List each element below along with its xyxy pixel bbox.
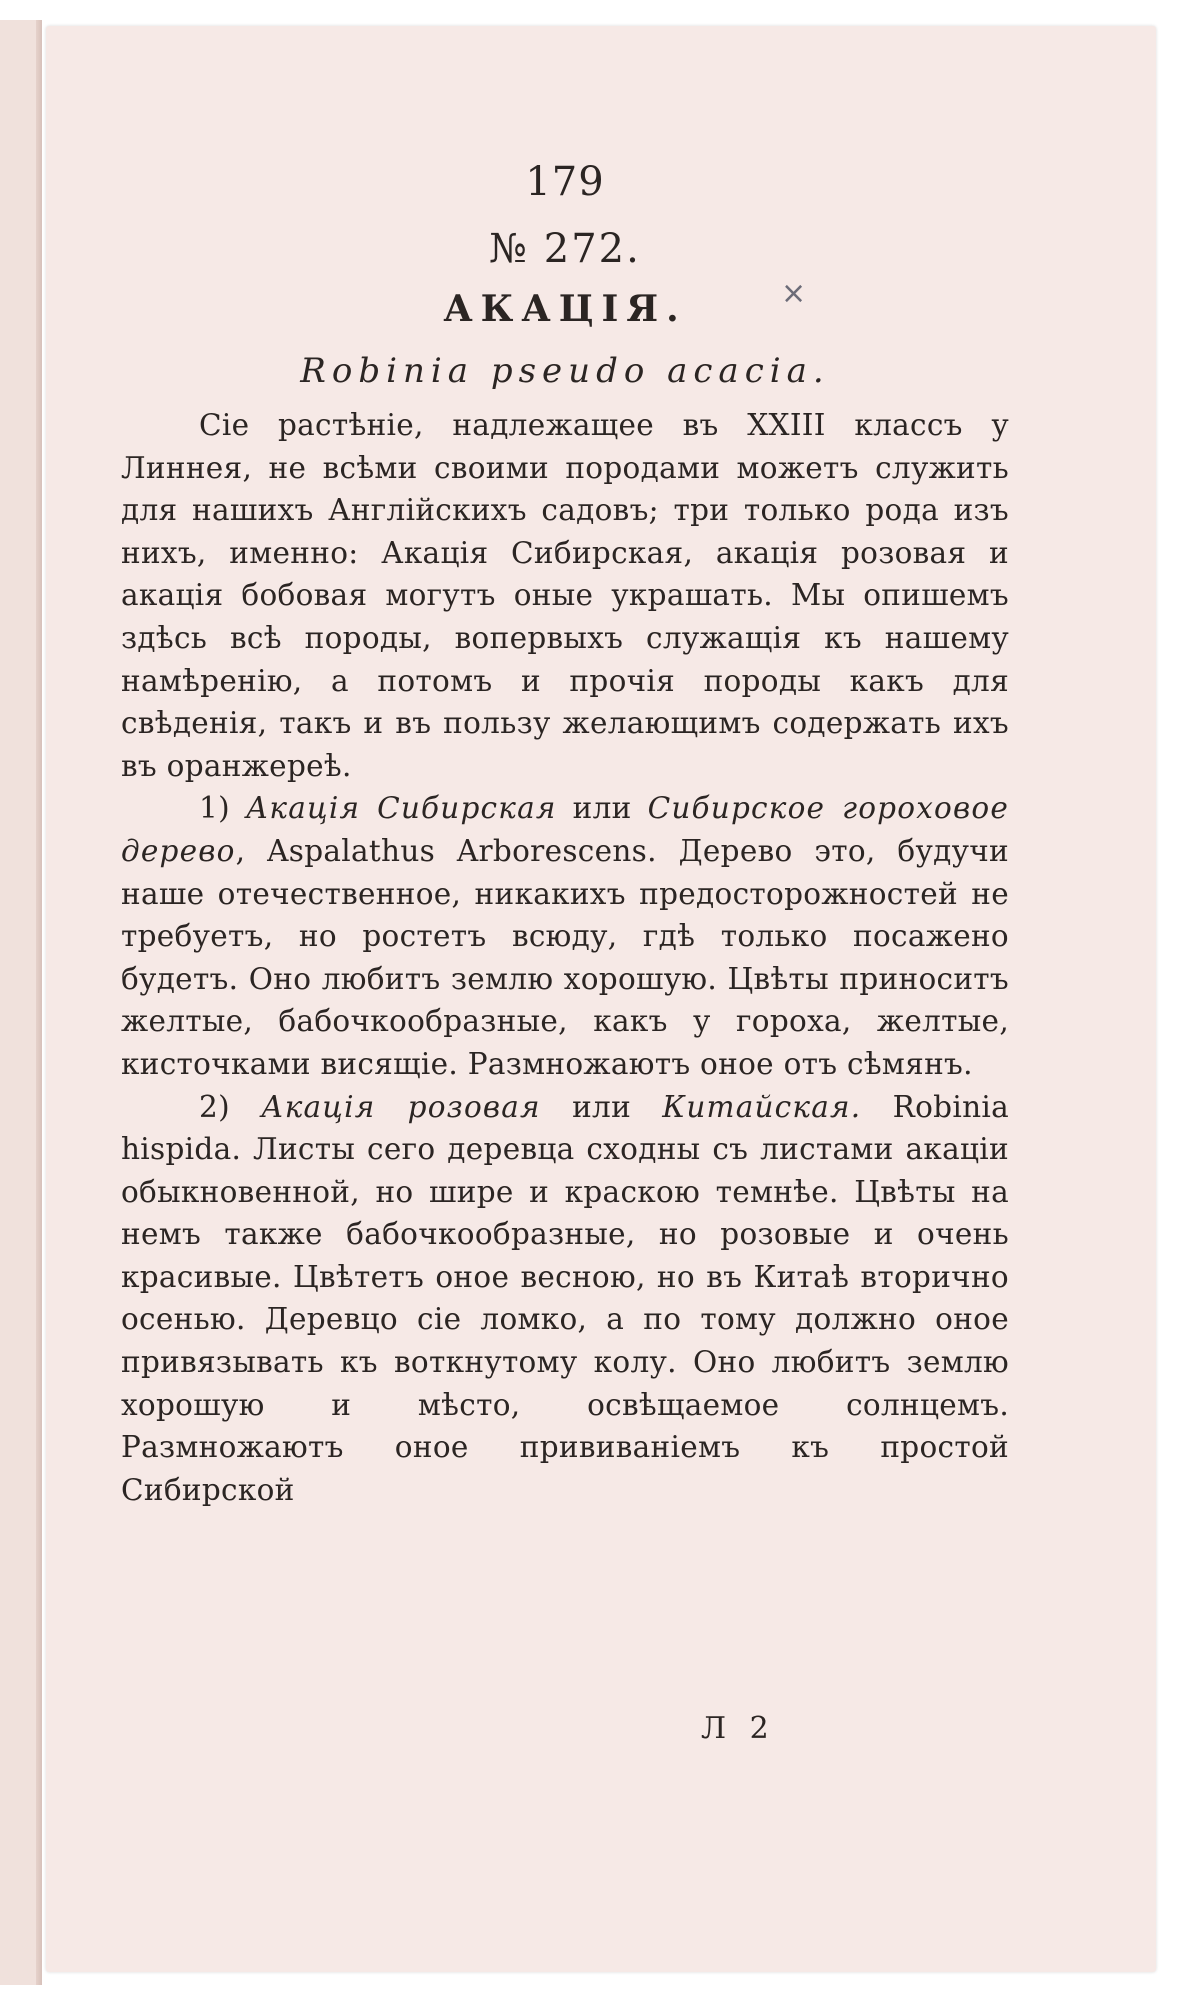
book-page — [46, 26, 1156, 1972]
item-1-text: , Aspalathus Arborescens. Дерево это, будучи наше отечественное, никакихъ предосторожностей не требуетъ, но ростетъ всюду, гдѣ только посажено будетъ. Оно любитъ землю хорошую. Цвѣты приноситъ желтые, бабочкообразные, какъ у гороха, желтые, кисточками висящіе. Размножаютъ оное отъ сѣмянъ. — [121, 833, 1009, 1081]
entry-heading: АКАЦІЯ. — [443, 288, 687, 330]
item-1-connector: или — [572, 791, 632, 826]
pencil-mark: × — [781, 276, 807, 311]
paragraph-item-1 — [121, 787, 1009, 1085]
latin-name: Robinia pseudo acacia. — [300, 351, 830, 391]
previous-page-edge — [0, 20, 42, 1985]
item-1-name: Акація Сибирская — [245, 791, 557, 826]
entry-number: № 272. — [489, 226, 641, 272]
catchword-signature: Л 2 — [701, 1711, 769, 1746]
item-2-text: Robinia hispida. Листы сего деревца сходны съ листами акаціи обыкновенной, но шире и краскою темнѣе. Цвѣты на немъ также бабочкообразные, но розовые и очень красивые. Цвѣтетъ оное весною, но въ Китаѣ вторично осенью. Деревцо сіе ломко, а по тому должно оное привязывать къ воткнутому колу. Оно любитъ землю хорошую и мѣсто, освѣщаемое солнцемъ. Размножаютъ оное прививаніемъ къ простой Сибирской — [121, 1089, 1010, 1507]
page-number: 179 — [525, 159, 605, 205]
item-2-name: Акація розовая — [261, 1089, 541, 1124]
item-1-number: 1) — [199, 791, 230, 826]
item-2-number: 2) — [199, 1089, 230, 1124]
item-1-alt-name: Сибирское гороховое дерево — [121, 791, 1009, 868]
item-2-alt-name: Китайская. — [662, 1089, 862, 1124]
body-text — [121, 404, 1009, 1511]
paragraph-intro: Сіе растѣніе, надлежащее въ XXIII классъ у Линнея, не всѣми своими породами можетъ служить для нашихъ Англійскихъ садовъ; три только рода изъ нихъ, именно: Акація Сибирская, акація розовая и акація бобовая могутъ оные украшать. Мы опишемъ здѣсь всѣ породы, вопервыхъ служащія къ нашему намѣренію, а потомъ и прочія породы какъ для свѣденія, такъ и въ пользу желающимъ содержать ихъ въ оранжереѣ. — [121, 408, 1009, 783]
item-2-connector: или — [572, 1089, 632, 1124]
paragraph-item-2 — [121, 1086, 1009, 1512]
